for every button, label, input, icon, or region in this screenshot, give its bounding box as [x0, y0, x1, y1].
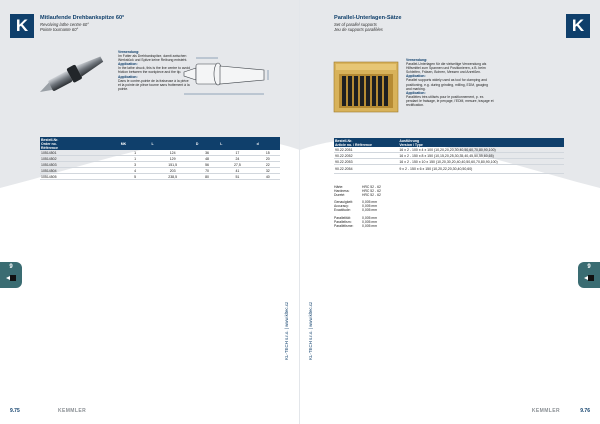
table-cell: 20 — [256, 156, 280, 162]
right-page — [300, 0, 600, 424]
desc-heading-en: Application: — [406, 74, 426, 79]
header-article — [334, 138, 398, 147]
table-cell: 203 — [150, 168, 194, 174]
table-cell: 151,5 — [150, 162, 194, 168]
article-number: 10514504 — [40, 168, 120, 174]
table-cell: 70 — [195, 168, 219, 174]
header-desc-en: Version / Type — [399, 142, 423, 147]
title-en: Set of parallel supports — [334, 21, 377, 27]
desc-text-fr: Dans le contre-pointe de la fraiseuse à la pièce et la pointe de pièce tourne sans frottement à la pointe. — [118, 78, 190, 91]
title-de: Parallel-Unterlagen-Sätze — [334, 15, 402, 21]
article-number: 10514502 — [40, 156, 120, 162]
table-cell: 16 x 2 - 150 x 8 x 150 (10,15,20,25,30,35,40,45,50,55,60,65) — [398, 153, 564, 159]
property-label: Parallelität: — [334, 215, 351, 220]
parallel-set-box-photo — [332, 58, 400, 114]
property-value: HRC 52 - 62 — [362, 189, 381, 194]
table-cell: 51 — [219, 174, 255, 180]
lathe-centre-drawing — [180, 50, 270, 102]
side-text: KL-TECH s.r.o. | www.kltec.cz — [284, 301, 289, 360]
desc-heading-de: Verwendung: — [118, 50, 140, 54]
table-cell: 22 — [256, 162, 280, 168]
table-cell: 238,5 — [150, 174, 194, 180]
table-cell: 32 — [256, 168, 280, 174]
header-article-en: Order no. — [41, 141, 57, 146]
property-value: 0,005 mm — [362, 204, 378, 209]
article-number: 10514503 — [40, 162, 120, 168]
desc-text-en: Parallel supports widely used as tool for clamping and positioning, e.g. during grinding, milling, EDM, gauging and marking. — [406, 78, 488, 91]
desc-text-de: Im Futter als Drehbankspitze, damit zwischen Werkstück und Spitze keine Reibung entsteht. — [118, 54, 188, 63]
table-cell: 17 — [219, 150, 255, 156]
desc-text-en: In the lathe chuck, this is the live centre to avoid friction between the workpiece and the tip. — [118, 66, 190, 75]
table-body — [334, 147, 564, 174]
property-label: Accuracy: — [334, 204, 349, 209]
description — [118, 50, 190, 91]
table-row — [40, 174, 280, 180]
table-cell: 36 — [195, 150, 219, 156]
property-row — [334, 193, 381, 197]
property-label: Härte: — [334, 185, 344, 189]
table-header — [334, 138, 564, 147]
desc-heading-en: Application: — [118, 62, 138, 67]
property-label: Genauigkeit: — [334, 200, 354, 205]
header-band — [0, 0, 300, 230]
article-number: 90.22.2052 — [334, 153, 398, 159]
header-col: D — [195, 137, 219, 150]
property-label: Hardness: — [334, 189, 350, 194]
lathe-centre-icon — [583, 272, 595, 284]
table-cell: 1 — [120, 150, 151, 156]
tab-number: 9 — [587, 264, 591, 270]
property-value: 0,005 mm — [362, 223, 378, 228]
property-value: 0,005 mm — [362, 215, 378, 220]
header-col: L — [150, 137, 194, 150]
property-value: 0,005 mm — [362, 208, 378, 213]
description — [406, 58, 494, 107]
desc-text-de: Parallel-Unterlagen für die vielseitige Verwendung als Hilfsmittel zum Spannen und Positionieren, z.B. beim Schleifen, Fräsen, Bohren, Messen und Anreißen. — [406, 62, 487, 75]
table-cell: 3 — [120, 162, 151, 168]
spec-table — [334, 138, 564, 174]
table-cell: 15 — [256, 150, 280, 156]
side-text: KL-TECH s.r.o. | www.kltec.cz — [308, 301, 313, 360]
header-article-de: Bestell-Nr. — [41, 137, 59, 142]
article-number: 90.22.2053 — [334, 159, 398, 165]
table-row — [334, 165, 564, 174]
header-desc — [398, 138, 564, 147]
footer-brand: KEMMLER — [531, 408, 560, 414]
header-article-de: Bestell-Nr. — [335, 138, 353, 143]
table-cell: 41 — [219, 168, 255, 174]
table-body — [40, 150, 280, 180]
property-label: Exactitude: — [334, 208, 351, 213]
table-header — [40, 137, 280, 150]
property-label: Dureté: — [334, 193, 346, 198]
table-cell: 124 — [150, 150, 194, 156]
title-de: Mitlaufende Drehbankspitze 60° — [40, 15, 125, 21]
table-cell: 24 — [219, 156, 255, 162]
property-value: HRC 52 - 62 — [362, 193, 381, 198]
table-cell: 48 — [195, 156, 219, 162]
property-value: 0,005 mm — [362, 219, 378, 224]
spec-table — [40, 137, 280, 180]
property-value: HRC 52 - 62 — [362, 185, 381, 189]
table-cell: 27,5 — [219, 162, 255, 168]
tab-number: 9 — [9, 264, 13, 270]
property-label: Parallélisme: — [334, 223, 354, 228]
table-cell: 5 — [120, 174, 151, 180]
brand-logo-icon: K — [10, 14, 34, 38]
table-cell: 1 — [120, 156, 151, 162]
header-desc-de: Ausführung — [399, 138, 420, 143]
article-number: 90.22.2051 — [334, 147, 398, 153]
title-en: Revolving lathe centre 60° — [40, 21, 89, 27]
material-properties — [334, 185, 381, 228]
header-col: MK — [120, 137, 151, 150]
article-number: 90.22.2054 — [334, 165, 398, 174]
footer-brand: KEMMLER — [58, 408, 87, 414]
table-cell: 9 x 2 - 150 x 6 x 150 (10,20,22,20,30,40,50,60) — [398, 165, 564, 174]
header-article-en: Article no. / Référence — [335, 142, 372, 147]
desc-heading-fr: Application: — [118, 74, 138, 79]
title-fr: Jeu de supports parallèles — [334, 26, 383, 32]
header-article-fr: Référence — [41, 145, 58, 150]
property-value: 0,005 mm — [362, 200, 378, 205]
header-article — [40, 137, 120, 150]
desc-heading-de: Verwendung: — [406, 58, 428, 62]
section-tab-badge[interactable] — [578, 262, 600, 288]
article-number: 10514501 — [40, 150, 120, 156]
header-col: L — [219, 137, 255, 150]
table-cell: 80 — [195, 174, 219, 180]
header-col: d — [256, 137, 280, 150]
property-row — [334, 208, 381, 212]
lathe-centre-icon — [5, 272, 17, 284]
desc-heading-fr: Application: — [406, 90, 426, 95]
table-cell: 40 — [256, 174, 280, 180]
product-title — [334, 15, 401, 32]
article-number: 10514505 — [40, 174, 120, 180]
brand-logo-icon: K — [566, 14, 590, 38]
table-cell: 4 — [120, 168, 151, 174]
table-cell: 56 — [195, 162, 219, 168]
desc-text-fr: Parallèles très utilisés pour le positionnement, p. ex. pendant le fraisage, le perçage, l'EDM, mesure, traçage et rectification. — [406, 94, 494, 108]
property-row — [334, 224, 381, 228]
page-number: 9.76 — [580, 408, 590, 414]
table-cell: 16 x 2 - 150 x 10 x 150 (10,20,30,20,40,40,50,60,70,80,90,100) — [398, 159, 564, 165]
product-title — [40, 15, 124, 32]
page-number: 9.75 — [10, 408, 20, 414]
property-label: Parallelism: — [334, 219, 352, 224]
title-fr: Pointe tournante 60° — [40, 26, 79, 32]
table-cell: 16 x 2 - 100 x 4 x 100 (10,20,20,20,30,40,50,60,70,80,90,100) — [398, 147, 564, 153]
table-cell: 129 — [150, 156, 194, 162]
section-tab-badge[interactable] — [0, 262, 22, 288]
lathe-centre-photo — [30, 50, 110, 102]
